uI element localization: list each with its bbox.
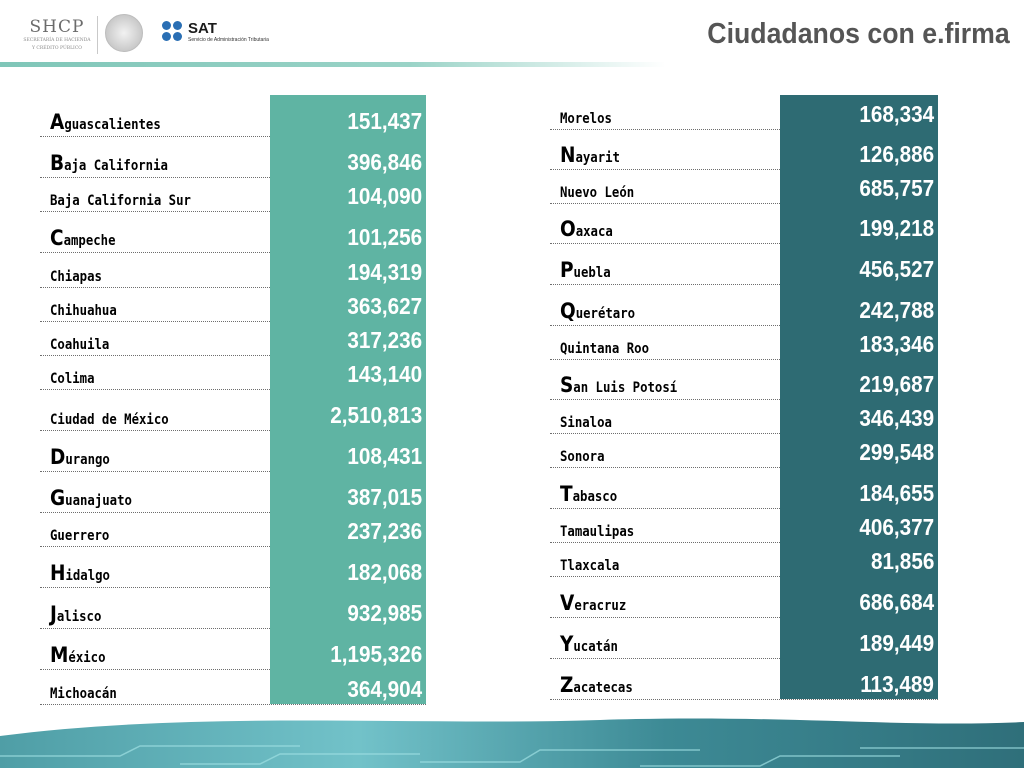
citizen-count-cell	[780, 325, 938, 359]
citizen-count: 932,985	[347, 600, 422, 626]
citizen-count-cell	[780, 129, 938, 169]
right-row	[550, 576, 938, 618]
citizen-count-cell	[780, 243, 938, 284]
citizen-count: 299,548	[859, 439, 934, 465]
state-name	[50, 643, 105, 667]
state-initial: A	[50, 110, 65, 134]
state-name	[50, 151, 168, 175]
state-name	[560, 524, 634, 540]
state-initial: M	[50, 643, 69, 667]
citizen-count: 184,655	[859, 480, 934, 506]
state-name-text: abasco	[572, 489, 618, 505]
state-initial: G	[50, 486, 66, 510]
state-name-text: Nuevo León	[560, 185, 635, 201]
citizen-count-cell	[780, 399, 938, 433]
state-name	[560, 341, 649, 357]
citizen-count-cell	[270, 471, 426, 512]
state-name-text: ayarit	[575, 150, 620, 166]
state-name-text: uebla	[573, 265, 611, 281]
logo-divider	[97, 16, 98, 54]
citizen-count: 182,068	[347, 559, 422, 585]
citizen-count-cell	[780, 95, 938, 129]
state-name-text: Quintana Roo	[560, 341, 650, 357]
citizen-count-cell	[270, 512, 426, 546]
citizen-count: 189,449	[859, 630, 934, 656]
state-initial: S	[560, 373, 574, 397]
left-row	[40, 177, 426, 212]
state-name	[560, 217, 613, 241]
state-name-text: ucatán	[573, 639, 618, 655]
right-state-table	[550, 95, 938, 703]
state-name-text: Sonora	[560, 449, 605, 465]
citizen-count-cell	[270, 355, 426, 389]
shcp-logo-text: SHCP	[29, 17, 85, 37]
citizen-count-cell	[780, 508, 938, 542]
left-row	[40, 628, 426, 670]
shcp-logo-subtitle-1: SECRETARÍA DE HACIENDA	[23, 38, 91, 43]
citizen-count-cell	[270, 587, 426, 628]
right-row	[550, 284, 938, 326]
page-title: Ciudadanos con e.firma	[707, 18, 1010, 50]
state-name	[560, 185, 634, 201]
right-row	[550, 203, 938, 244]
citizen-count-cell	[780, 359, 938, 399]
citizen-count: 168,334	[859, 101, 934, 127]
citizen-count: 113,489	[860, 671, 934, 697]
right-row	[550, 467, 938, 509]
state-name	[560, 299, 635, 323]
citizen-count: 456,527	[859, 256, 934, 282]
citizen-count: 143,140	[347, 361, 422, 387]
citizen-count: 685,757	[859, 175, 934, 201]
state-name	[50, 303, 117, 319]
right-row	[550, 243, 938, 285]
citizen-count-cell	[270, 546, 426, 587]
left-state-table	[40, 95, 426, 703]
citizen-count: 108,431	[347, 443, 422, 469]
citizen-count: 219,687	[859, 371, 934, 397]
state-name	[50, 445, 110, 469]
state-name	[50, 110, 161, 134]
state-name	[560, 558, 619, 574]
citizen-count-cell	[270, 95, 426, 136]
state-name	[560, 449, 605, 465]
state-name-text: an Luis Potosí	[573, 380, 678, 396]
citizen-count-cell	[780, 203, 938, 243]
citizen-count: 237,236	[347, 518, 422, 544]
right-row	[550, 433, 938, 468]
state-name-text: Coahuila	[50, 337, 110, 353]
left-row	[40, 512, 426, 547]
right-row	[550, 359, 938, 400]
state-initial: P	[560, 258, 574, 282]
right-row	[550, 617, 938, 659]
citizen-count: 317,236	[347, 327, 422, 353]
state-name	[560, 143, 620, 167]
citizen-count: 183,346	[859, 331, 934, 357]
state-name-text: Guerrero	[50, 528, 110, 544]
citizen-count: 363,627	[347, 293, 422, 319]
state-initial: C	[50, 226, 64, 250]
state-name-text: Morelos	[560, 111, 612, 127]
state-name	[50, 226, 116, 250]
header-rule	[0, 62, 1024, 67]
citizen-count-cell	[270, 252, 426, 287]
footer-pattern	[0, 718, 1024, 768]
citizen-count: 686,684	[859, 589, 934, 615]
citizen-count-cell	[270, 628, 426, 669]
state-name-text: uerétaro	[575, 306, 636, 322]
left-row	[40, 321, 426, 356]
state-name-text: Tlaxcala	[560, 558, 620, 574]
citizen-count: 126,886	[859, 141, 934, 167]
state-name	[50, 371, 95, 387]
left-row	[40, 546, 426, 588]
citizen-count: 199,218	[859, 215, 934, 241]
right-row	[550, 129, 938, 170]
citizen-count: 364,904	[347, 676, 422, 702]
citizen-count-cell	[270, 321, 426, 355]
citizen-count: 81,856	[870, 548, 934, 574]
citizen-count-cell	[780, 576, 938, 617]
state-initial: B	[50, 151, 65, 175]
state-initial: O	[560, 217, 576, 241]
citizen-count: 1,195,326	[329, 641, 422, 667]
state-name	[50, 561, 110, 585]
citizen-count-cell	[780, 284, 938, 325]
state-initial: T	[560, 482, 573, 506]
state-name	[50, 686, 117, 702]
left-row	[40, 389, 426, 431]
left-row	[40, 471, 426, 513]
state-initial: Z	[560, 673, 574, 697]
state-name-text: eracruz	[574, 598, 627, 614]
state-name	[50, 528, 109, 544]
right-row	[550, 325, 938, 360]
national-seal-icon	[105, 14, 143, 52]
citizen-count: 194,319	[347, 259, 422, 285]
state-name	[50, 193, 191, 209]
state-name-text: urango	[65, 452, 110, 468]
citizen-count-cell	[780, 542, 938, 576]
header	[0, 0, 1024, 70]
state-name-text: Michoacán	[50, 686, 117, 702]
state-name-text: Colima	[50, 371, 95, 387]
citizen-count-cell	[270, 669, 426, 704]
right-row	[550, 399, 938, 434]
citizen-count-cell	[270, 211, 426, 252]
left-row	[40, 95, 426, 137]
state-name-text: Ciudad de México	[50, 412, 169, 428]
citizen-count-cell	[270, 389, 426, 430]
footer-band	[0, 718, 1024, 768]
citizen-count: 387,015	[347, 484, 422, 510]
state-initial: N	[560, 143, 576, 167]
citizen-count-cell	[780, 467, 938, 508]
shcp-logo-subtitle-2: Y CRÉDITO PÚBLICO	[32, 46, 82, 51]
state-name	[50, 337, 109, 353]
state-name-text: guascalientes	[64, 117, 161, 133]
state-initial: V	[560, 591, 575, 615]
citizen-count-cell	[270, 287, 426, 321]
right-row	[550, 169, 938, 204]
state-name	[50, 412, 169, 428]
state-initial: H	[50, 561, 66, 585]
state-initial: Y	[560, 632, 574, 656]
state-name-text: Tamaulipas	[560, 524, 635, 540]
right-row	[550, 542, 938, 577]
citizen-count-cell	[780, 617, 938, 658]
left-row	[40, 287, 426, 322]
state-name-text: alisco	[56, 609, 102, 625]
citizen-count: 101,256	[347, 224, 422, 250]
left-row	[40, 587, 426, 629]
citizen-count: 104,090	[347, 183, 422, 209]
state-name	[560, 482, 617, 506]
citizen-count: 406,377	[859, 514, 934, 540]
state-initial: D	[50, 445, 66, 469]
state-name	[50, 602, 101, 626]
state-name-text: ampeche	[63, 233, 116, 249]
sat-logo-subtitle: Servicio de Administración Tributaria	[188, 37, 269, 43]
citizen-count-cell	[780, 169, 938, 203]
sat-dots-icon	[162, 21, 184, 43]
state-name	[50, 269, 102, 285]
citizen-count: 242,788	[859, 297, 934, 323]
citizen-count-cell	[780, 433, 938, 467]
state-name	[560, 111, 612, 127]
left-row	[40, 211, 426, 253]
right-row	[550, 508, 938, 543]
citizen-count: 346,439	[859, 405, 934, 431]
state-name	[560, 258, 611, 282]
state-name	[560, 373, 677, 397]
state-name	[50, 486, 132, 510]
state-name-text: uanajuato	[65, 493, 132, 509]
state-name-text: éxico	[68, 650, 106, 666]
state-name-text: aja California	[64, 158, 168, 174]
state-name-text: Chiapas	[50, 269, 102, 285]
state-initial: Q	[560, 299, 576, 323]
citizen-count: 2,510,813	[329, 402, 422, 428]
left-row	[40, 430, 426, 472]
sat-logo-text: SAT	[188, 20, 217, 37]
state-name-text: Baja California Sur	[50, 193, 191, 209]
shcp-logo	[22, 18, 92, 52]
citizen-count: 151,437	[347, 108, 422, 134]
left-row	[40, 669, 426, 705]
state-name	[560, 415, 612, 431]
citizen-count-cell	[270, 177, 426, 211]
state-initial: J	[50, 602, 57, 626]
left-row	[40, 136, 426, 178]
state-name	[560, 591, 626, 615]
citizen-count-cell	[270, 136, 426, 177]
citizen-count-cell	[780, 658, 938, 699]
state-name-text: Sinaloa	[560, 415, 612, 431]
state-name-text: acatecas	[573, 680, 633, 696]
state-name	[560, 632, 618, 656]
left-row	[40, 252, 426, 288]
left-row	[40, 355, 426, 390]
citizen-count-cell	[270, 430, 426, 471]
right-row	[550, 658, 938, 700]
state-name-text: idalgo	[65, 568, 110, 584]
citizen-count: 396,846	[347, 149, 422, 175]
right-row	[550, 95, 938, 130]
state-name-text: axaca	[575, 224, 613, 240]
state-name	[560, 673, 633, 697]
state-name-text: Chihuahua	[50, 303, 117, 319]
